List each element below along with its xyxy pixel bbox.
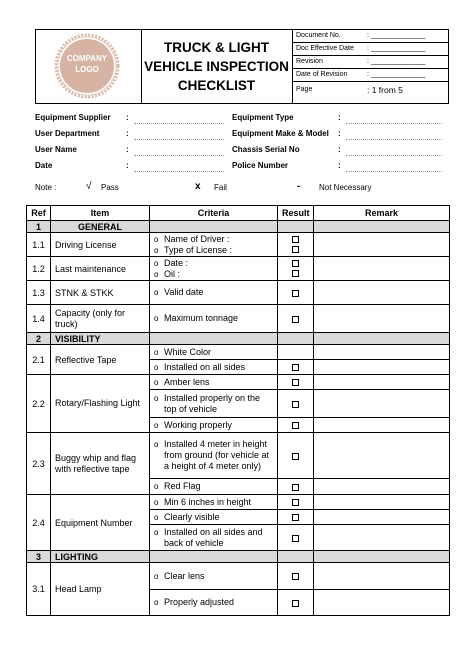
result-checkbox[interactable] (292, 514, 299, 521)
meta-revision (292, 56, 448, 69)
row-result (278, 525, 314, 551)
bullet-icon: o (154, 512, 159, 522)
criteria-text: Properly adjusted (164, 597, 235, 607)
fail-x-icon: x (195, 181, 201, 192)
bullet-icon: o (154, 571, 159, 581)
row-result (278, 233, 314, 257)
criteria-text: Min 6 inches in height (164, 496, 252, 507)
row-item: Driving License (51, 233, 150, 257)
row-remark-input[interactable] (314, 345, 450, 360)
row-result (278, 375, 314, 390)
criteria-text: Installed 4 meter in height from ground (for vehicle at a height of 4 meter only) (164, 439, 270, 471)
row-remark-input[interactable] (314, 305, 450, 333)
result-checkbox[interactable] (292, 499, 299, 506)
criteria-text: Valid date (164, 287, 204, 297)
row-criteria (150, 510, 278, 525)
meta-label: Date of Revision (296, 71, 348, 78)
result-checkbox[interactable] (292, 484, 299, 491)
row-result (278, 510, 314, 525)
criteria-text: Installed on all sides and back of vehicle (164, 526, 263, 548)
row-criteria (150, 563, 278, 590)
row-remark-input[interactable] (314, 360, 450, 375)
row-criteria (150, 495, 278, 510)
bullet-icon: o (154, 288, 159, 297)
pass-check-icon: √ (86, 181, 92, 192)
bullet-icon: o (154, 314, 159, 323)
col-header-ref: Ref (27, 206, 51, 221)
col-header-remark: Remark (314, 206, 450, 221)
meta-label: Page (296, 86, 313, 93)
bullet-icon: o (154, 347, 159, 357)
row-result (278, 563, 314, 590)
row-remark-input[interactable] (314, 281, 450, 305)
row-result (278, 390, 314, 418)
criteria-text: Clearly visible (164, 511, 220, 522)
result-checkbox[interactable] (292, 379, 299, 386)
police-number-input[interactable] (346, 171, 442, 172)
meta-value: : ______________ (367, 32, 426, 39)
bullet-icon: o (154, 527, 159, 537)
colon: : (338, 161, 341, 170)
section-ref: 2 (27, 333, 51, 345)
meta-label: Document No. (296, 32, 341, 39)
row-ref: 3.1 (27, 563, 51, 616)
criteria-text: Oil : (164, 268, 181, 279)
table-row (27, 233, 450, 257)
row-ref: 1.2 (27, 257, 51, 281)
result-checkbox[interactable] (292, 422, 299, 429)
criteria-text: Red Flag (164, 481, 201, 491)
meta-label: Doc Effective Date (296, 45, 354, 52)
note-label: Note : (35, 183, 57, 192)
col-header-result: Result (278, 206, 314, 221)
row-criteria (150, 305, 278, 333)
meta-value: : ______________ (367, 45, 426, 52)
colon: : (338, 113, 341, 122)
criteria-text: Installed on all sides (164, 361, 246, 372)
user-department-input[interactable] (134, 139, 224, 140)
document-header (35, 29, 449, 104)
meta-document-no (292, 30, 448, 43)
result-checkbox[interactable] (292, 270, 299, 277)
colon: : (338, 129, 341, 138)
row-item: Reflective Tape (51, 345, 150, 375)
col-header-item: Item (51, 206, 150, 221)
meta-page (292, 82, 448, 98)
row-ref: 1.4 (27, 305, 51, 333)
row-ref: 1.3 (27, 281, 51, 305)
row-ref: 1.1 (27, 233, 51, 257)
row-ref: 2.1 (27, 345, 51, 375)
row-remark-input[interactable] (314, 479, 450, 495)
row-ref: 2.3 (27, 433, 51, 495)
row-item: Head Lamp (51, 563, 150, 616)
section-row-general (27, 221, 450, 233)
row-remark-input[interactable] (314, 433, 450, 479)
row-criteria (150, 345, 278, 360)
result-checkbox[interactable] (292, 236, 299, 243)
row-result (278, 281, 314, 305)
row-result (278, 418, 314, 433)
row-criteria (150, 281, 278, 305)
criteria-text: Name of Driver : (164, 233, 230, 244)
result-checkbox[interactable] (292, 260, 299, 267)
criteria-text: Type of License : (164, 244, 233, 255)
section-title: VISIBILITY (51, 333, 150, 345)
bullet-icon: o (154, 482, 159, 491)
criteria-text: Working properly (164, 419, 232, 430)
row-result (278, 479, 314, 495)
label-equipment-type: Equipment Type (232, 113, 294, 122)
row-remark-input[interactable] (314, 390, 450, 418)
row-criteria (150, 525, 278, 551)
section-ref: 3 (27, 551, 51, 563)
colon: : (338, 145, 341, 154)
result-checkbox[interactable] (292, 453, 299, 460)
row-remark-input[interactable] (314, 525, 450, 551)
inspection-checklist-table (26, 205, 450, 616)
criteria-text: Maximum tonnage (164, 313, 239, 323)
colon: : (126, 145, 129, 154)
table-row (27, 257, 450, 281)
bullet-icon: o (154, 497, 159, 507)
colon: : (126, 161, 129, 170)
result-checkbox[interactable] (292, 535, 299, 542)
row-remark-input[interactable] (314, 257, 450, 281)
row-remark-input[interactable] (314, 495, 450, 510)
criteria-text: Clear lens (164, 570, 205, 581)
equipment-make-model-input[interactable] (346, 139, 442, 140)
table-row (27, 433, 450, 479)
criteria-text: Date : (164, 257, 189, 268)
row-remark-input[interactable] (314, 590, 450, 616)
note-pass: Pass (101, 183, 119, 192)
table-row (27, 375, 450, 390)
bullet-icon: o (154, 362, 159, 372)
row-result (278, 345, 314, 360)
table-row (27, 563, 450, 590)
result-checkbox[interactable] (292, 401, 299, 408)
title-line-2: VEHICLE INSPECTION (144, 59, 289, 74)
row-item: Last maintenance (51, 257, 150, 281)
row-remark-input[interactable] (314, 375, 450, 390)
meta-value: : ______________ (367, 58, 426, 65)
label-police-number: Police Number (232, 161, 289, 170)
user-name-input[interactable] (134, 155, 224, 156)
label-equipment-supplier: Equipment Supplier (35, 113, 111, 122)
row-result (278, 257, 314, 281)
col-header-criteria: Criteria (150, 206, 278, 221)
result-checkbox[interactable] (292, 290, 299, 297)
row-item: Rotary/Flashing Light (51, 375, 150, 433)
row-item: Buggy whip and flag with reflective tape (51, 433, 150, 495)
section-title: GENERAL (51, 221, 150, 233)
bullet-icon: o (154, 377, 159, 387)
colon: : (126, 113, 129, 122)
row-result (278, 433, 314, 479)
result-checkbox[interactable] (292, 316, 299, 323)
row-criteria (150, 479, 278, 495)
label-user-department: User Department (35, 129, 100, 138)
document-meta (292, 30, 448, 103)
meta-value: : ______________ (367, 71, 426, 78)
bullet-icon: o (154, 393, 159, 403)
section-row-lighting (27, 551, 450, 563)
note-not-necessary: Not Necessary (319, 183, 372, 192)
label-date: Date (35, 161, 53, 170)
equipment-type-input[interactable] (346, 123, 442, 124)
row-remark-input[interactable] (314, 510, 450, 525)
row-criteria (150, 590, 278, 616)
document-title (141, 30, 293, 103)
row-criteria (150, 433, 278, 479)
row-criteria (150, 233, 278, 257)
row-criteria (150, 375, 278, 390)
section-title: LIGHTING (51, 551, 150, 563)
criteria-text: White Color (164, 346, 212, 357)
row-remark-input[interactable] (314, 418, 450, 433)
label-equipment-make-model: Equipment Make & Model (232, 129, 329, 138)
row-item: STNK & STKK (51, 281, 150, 305)
row-result (278, 305, 314, 333)
criteria-text: Installed properly on the top of vehicle (164, 392, 261, 414)
meta-date-of-revision (292, 69, 448, 82)
meta-label: Revision (296, 58, 323, 65)
row-item: Equipment Number (51, 495, 150, 551)
table-row (27, 305, 450, 333)
result-checkbox[interactable] (292, 600, 299, 607)
label-user-name: User Name (35, 145, 77, 154)
chassis-serial-no-input[interactable] (346, 155, 442, 156)
bullet-icon: o (154, 245, 159, 255)
date-input[interactable] (134, 171, 224, 172)
logo-text-line1: COMPANY (66, 54, 108, 63)
row-criteria (150, 360, 278, 375)
meta-value: : 1 from 5 (367, 85, 403, 95)
criteria-text: Amber lens (164, 376, 210, 387)
bullet-icon: o (154, 234, 159, 244)
title-line-3: CHECKLIST (177, 78, 256, 93)
row-ref: 2.2 (27, 375, 51, 433)
row-remark-input[interactable] (314, 233, 450, 257)
bullet-icon: o (154, 420, 159, 430)
row-ref: 2.4 (27, 495, 51, 551)
section-row-visibility (27, 333, 450, 345)
result-checkbox[interactable] (292, 364, 299, 371)
not-necessary-dash-icon: - (297, 181, 301, 192)
result-checkbox[interactable] (292, 573, 299, 580)
row-result (278, 360, 314, 375)
bullet-icon: o (154, 440, 159, 449)
logo-text-line2: LOGO (75, 65, 99, 74)
section-ref: 1 (27, 221, 51, 233)
bullet-icon: o (154, 269, 159, 279)
table-row (27, 495, 450, 510)
title-line-1: TRUCK & LIGHT (164, 40, 269, 55)
table-row (27, 345, 450, 360)
bullet-icon: o (154, 258, 159, 268)
logo-cell (36, 30, 142, 103)
equipment-supplier-input[interactable] (134, 123, 224, 124)
row-remark-input[interactable] (314, 563, 450, 590)
row-criteria (150, 390, 278, 418)
colon: : (126, 129, 129, 138)
label-chassis-serial-no: Chassis Serial No (232, 145, 300, 154)
note-fail: Fail (214, 183, 227, 192)
row-result (278, 495, 314, 510)
row-item: Capacity (only for truck) (51, 305, 150, 333)
table-header-row (27, 206, 450, 221)
row-criteria (150, 257, 278, 281)
bullet-icon: o (154, 598, 159, 607)
meta-effective-date (292, 43, 448, 56)
result-checkbox[interactable] (292, 246, 299, 253)
row-result (278, 590, 314, 616)
row-criteria (150, 418, 278, 433)
table-row (27, 281, 450, 305)
